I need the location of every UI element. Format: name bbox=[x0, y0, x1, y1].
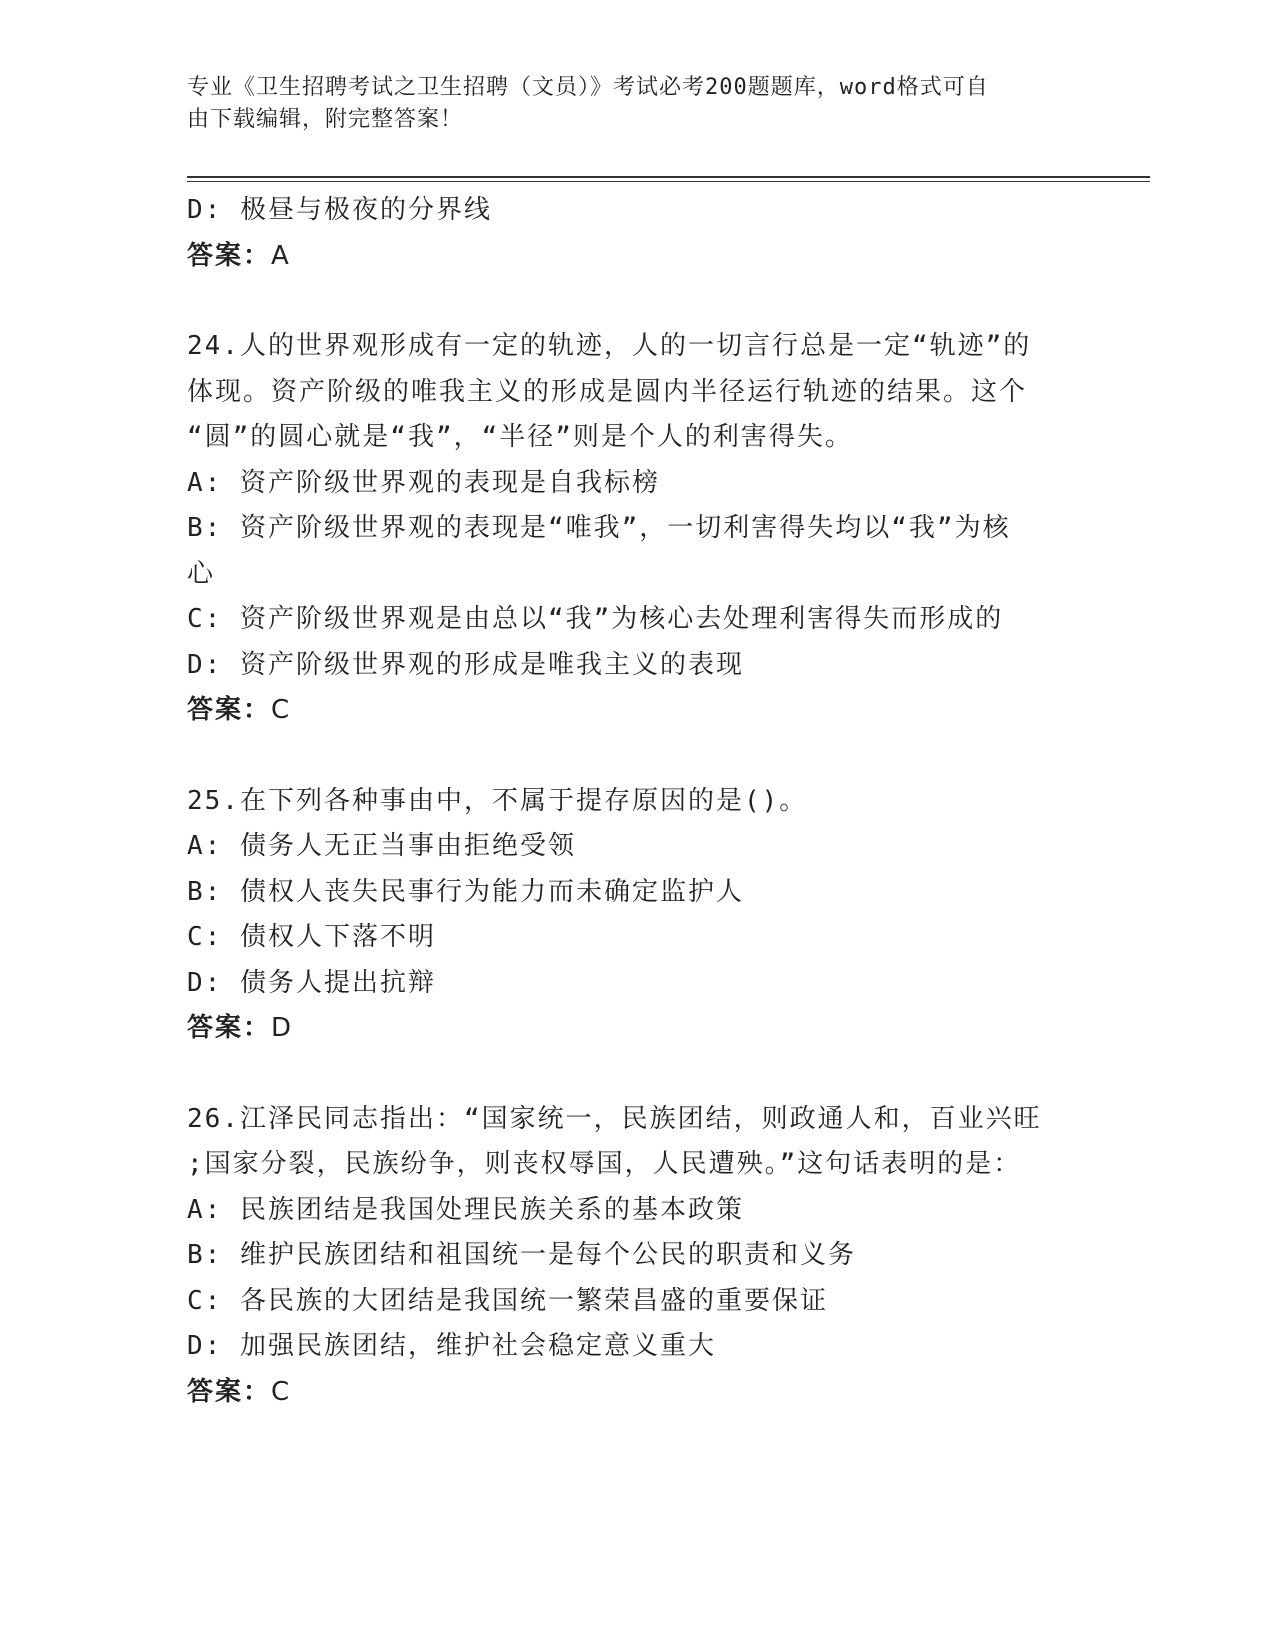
question-stem-line: 体现。资产阶级的唯我主义的形成是圆内半径运行轨迹的结果。这个 bbox=[187, 376, 1028, 407]
answer-value: C bbox=[271, 1376, 292, 1407]
option-c: C: 各民族的大团结是我国统一繁荣昌盛的重要保证 bbox=[187, 1285, 828, 1316]
question-stem-line: 24.人的世界观形成有一定的轨迹，人的一切言行总是一定“轨迹”的 bbox=[187, 331, 1032, 361]
option-b: B: 维护民族团结和祖国统一是每个公民的职责和义务 bbox=[187, 1240, 856, 1270]
option-d: D: 资产阶级世界观的形成是唯我主义的表现 bbox=[187, 649, 744, 680]
question-stem-line: ;国家分裂，民族纷争，则丧权辱国，人民遭殃。”这句话表明的是： bbox=[187, 1149, 1022, 1179]
answer-label: 答案： bbox=[187, 240, 272, 271]
answer-label: 答案： bbox=[187, 1376, 272, 1407]
document-body bbox=[187, 188, 1077, 1415]
previous-question-fragment bbox=[187, 188, 1077, 279]
question-24 bbox=[187, 324, 1077, 734]
option-b: B: 资产阶级世界观的表现是“唯我”，一切利害得失均以“我”为核 bbox=[187, 513, 1011, 543]
question-25 bbox=[187, 779, 1077, 1052]
question-stem-line: 25.在下列各种事由中，不属于提存原因的是()。 bbox=[187, 785, 808, 816]
answer-label: 答案： bbox=[187, 695, 272, 725]
option-b-continued: 心 bbox=[187, 558, 216, 589]
question-stem-line: 26.江泽民同志指出：“国家统一，民族团结，则政通人和，百业兴旺 bbox=[187, 1103, 1042, 1134]
question-stem-line: “圆”的圆心就是“我”，“半径”则是个人的利害得失。 bbox=[187, 422, 853, 452]
header-rule-thick bbox=[187, 176, 1150, 178]
option-d: D: 极昼与极夜的分界线 bbox=[187, 195, 492, 225]
question-26 bbox=[187, 1097, 1077, 1416]
header-line-2: 由下载编辑，附完整答案！ bbox=[187, 107, 464, 132]
option-a: A: 资产阶级世界观的表现是自我标榜 bbox=[187, 467, 660, 498]
answer bbox=[187, 688, 1077, 734]
option-b: B: 债权人丧失民事行为能力而未确定监护人 bbox=[187, 876, 744, 907]
answer bbox=[187, 234, 1077, 280]
answer bbox=[187, 1006, 1077, 1052]
answer-value: C bbox=[271, 695, 292, 725]
option-c: C: 债权人下落不明 bbox=[187, 922, 436, 952]
answer-value: D bbox=[271, 1013, 294, 1043]
option-c: C: 资产阶级世界观是由总以“我”为核心去处理利害得失而形成的 bbox=[187, 604, 1004, 634]
page-header bbox=[187, 72, 1067, 136]
answer bbox=[187, 1370, 1077, 1416]
answer-value: A bbox=[271, 240, 291, 271]
option-a: A: 民族团结是我国处理民族关系的基本政策 bbox=[187, 1194, 744, 1225]
option-a: A: 债务人无正当事由拒绝受领 bbox=[187, 831, 576, 861]
option-d: D: 加强民族团结，维护社会稳定意义重大 bbox=[187, 1331, 716, 1361]
header-line-1: 专业《卫生招聘考试之卫生招聘（文员）》考试必考200题题库，word格式可自 bbox=[187, 75, 989, 100]
answer-label: 答案： bbox=[187, 1013, 272, 1043]
option-d: D: 债务人提出抗辩 bbox=[187, 967, 436, 998]
header-rule-thin bbox=[187, 181, 1150, 182]
